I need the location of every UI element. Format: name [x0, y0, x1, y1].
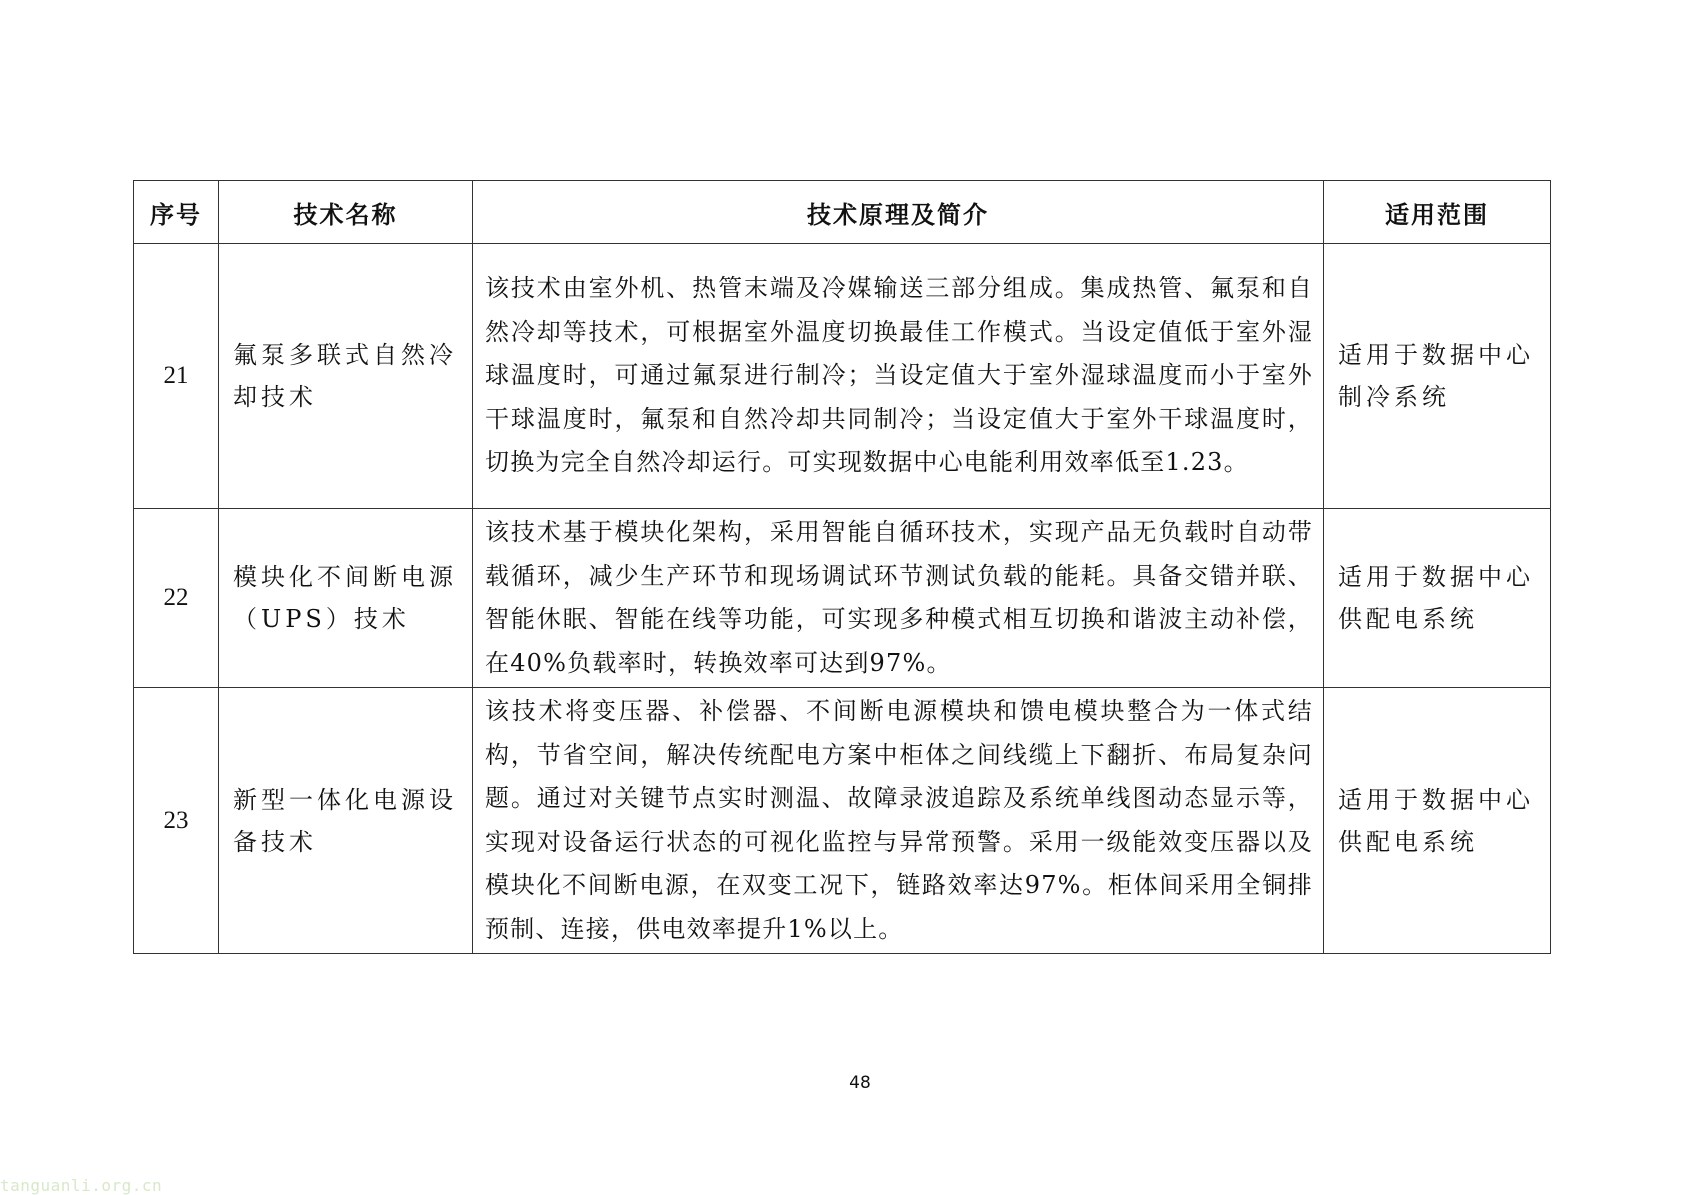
- row-number: 21: [134, 244, 219, 509]
- header-scope: 适用范围: [1324, 181, 1551, 244]
- table-row: [134, 688, 1551, 954]
- row-number: 23: [134, 688, 219, 954]
- applicable-scope: 适用于数据中心制冷系统: [1324, 244, 1551, 509]
- table-row: [134, 509, 1551, 688]
- page-number: 48: [849, 1073, 871, 1093]
- technology-description: 该技术由室外机、热管末端及冷媒输送三部分组成。集成热管、氟泵和自然冷却等技术，可根据室外温度切换最佳工作模式。当设定值低于室外湿球温度时，可通过氟泵进行制冷；当设定值大于室外湿球温度而小于室外干球温度时，氟泵和自然冷却共同制冷；当设定值大于室外干球温度时，切换为完全自然冷却运行。可实现数据中心电能利用效率低至1.23。: [473, 244, 1324, 509]
- technology-description: 该技术将变压器、补偿器、不间断电源模块和馈电模块整合为一体式结构，节省空间，解决传统配电方案中柜体之间线缆上下翻折、布局复杂问题。通过对关键节点实时测温、故障录波追踪及系统单线图动态显示等，实现对设备运行状态的可视化监控与异常预警。采用一级能效变压器以及模块化不间断电源，在双变工况下，链路效率达97%。柜体间采用全铜排预制、连接，供电效率提升1%以上。: [473, 688, 1324, 954]
- table-header-row: [134, 181, 1551, 244]
- header-num: 序号: [134, 181, 219, 244]
- technology-name: 氟泵多联式自然冷却技术: [219, 244, 473, 509]
- technology-name: 模块化不间断电源（UPS）技术: [219, 509, 473, 688]
- technology-description: 该技术基于模块化架构，采用智能自循环技术，实现产品无负载时自动带载循环，减少生产环节和现场调试环节测试负载的能耗。具备交错并联、智能休眠、智能在线等功能，可实现多种模式相互切换和谐波主动补偿，在40%负载率时，转换效率可达到97%。: [473, 509, 1324, 688]
- technology-name: 新型一体化电源设备技术: [219, 688, 473, 954]
- header-desc: 技术原理及简介: [473, 181, 1324, 244]
- table-row: [134, 244, 1551, 509]
- technology-table: [133, 180, 1551, 954]
- watermark: tanguanli.org.cn: [0, 1176, 163, 1195]
- applicable-scope: 适用于数据中心供配电系统: [1324, 509, 1551, 688]
- row-number: 22: [134, 509, 219, 688]
- header-name: 技术名称: [219, 181, 473, 244]
- applicable-scope: 适用于数据中心供配电系统: [1324, 688, 1551, 954]
